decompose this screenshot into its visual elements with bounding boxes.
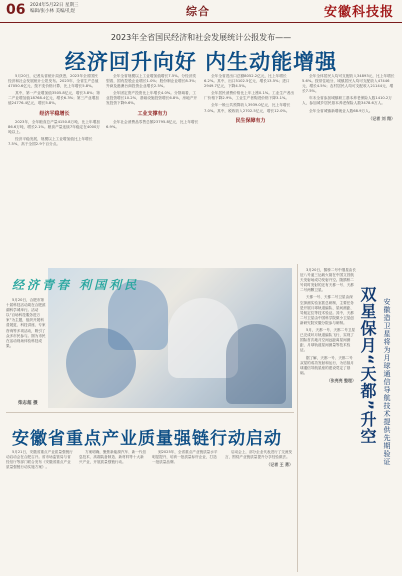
- photo-credit: 柴志超 摄: [18, 401, 38, 406]
- story-columns: [8, 74, 394, 260]
- paragraph: 其中，第一产业增加值3505.8亿元，增长3.8%；第二产业增加值18768.4亿元，增长6.3%；第三产业增加值24776.4亿元，增长5.8%。: [8, 91, 100, 106]
- byline: （张亮亮 整理）: [326, 377, 356, 383]
- paragraph: 全年社会消费品零售总额23795.8亿元，比上年增长6.9%。: [106, 119, 199, 129]
- paragraph: 5月21日，安徽省重点产业质量强链行动启动会在合肥召开。省市场监管局与省经信厅等部门联合发布《安徽省重点产业质量强链行动实施方案》。: [6, 450, 73, 470]
- date-line2: 编辑/张小林 美编/孔煜: [30, 8, 75, 14]
- story-col-1: [8, 74, 101, 260]
- section-title: 综合: [186, 5, 210, 18]
- paragraph: 5月，天都一号、天都二号卫星已完成环月轨道编队飞行，实现了国际首次地月空间远距离星间测距、月球轨道星间测量等技术验证。: [300, 328, 356, 353]
- side-headline: 双星保月“天都”升空: [358, 286, 377, 446]
- story-headline: 经济回升向好 内生动能增强: [64, 50, 338, 74]
- story2-col-2: [79, 450, 147, 568]
- story2-headline: 安徽省重点产业质量强链行动启动: [12, 429, 282, 449]
- paragraph: 全年全省进出口总额8052.2亿元，比上年增长6.2%。其中，出口5102.5亿元，增长13.5%；进口2949.7亿元，下降4.5%。: [204, 74, 290, 89]
- date-line1: 2024年5月22日 星期三: [30, 3, 79, 8]
- story2-col-3: [152, 450, 220, 568]
- paragraph: 全年固定资产投资比上年增长4.0%。分领域看，工业投资增长10.2%，基础设施投资增长6.8%，房地产开发投资下降9.6%。: [106, 91, 198, 106]
- paragraph: 据了解，天都一号、天都二号双星的成功发射和运行，为后续月球通信导航星座的建设奠定了基础。: [300, 355, 354, 375]
- photo-title: 经济青春 利国利民: [12, 278, 140, 292]
- paragraph: 年末全省参加城镇职工基本养老保险人数1410.2万人，参加城乡居民基本养老保险人数3478.6万人。: [302, 96, 392, 106]
- subheading: 工业支撑有力: [137, 110, 168, 117]
- story2-col-4: [225, 450, 293, 568]
- story-col-4: [302, 74, 395, 260]
- story-col-2: [106, 74, 199, 260]
- byline: （记者 刘 翔）: [368, 115, 395, 121]
- paragraph: 天都一号、天都二号卫星由深空探测实验室抓总研制，主要任务是开展月球轨道编队、星间测距、导航定位等技术验证。其中，天都二号卫星由中国科学院微小卫星创新研究院安徽分院参与研制。: [300, 295, 354, 325]
- paragraph: 全年全省城镇新增就业人数68.9万人。: [309, 108, 373, 113]
- paragraph: 2023年，全年粮食总产量4150.8万吨，比上年增加86.6万吨，增长2.1%。粮食产量连续7年稳定在4000万吨以上。: [8, 119, 100, 134]
- divider: [6, 412, 294, 413]
- paragraph: 全年居民消费价格比上年上涨0.1%。工业生产者出厂价格下降2.9%，工业生产者购进价格下降3.1%。: [204, 91, 295, 101]
- paragraph: 3月20日，鹊桥二号中继星由长征八号遥三运载火箭在中国文昌航天发射场成功发射升空。随鹊桥二号同时发射的还有天都一号、天都二号两颗卫星。: [300, 268, 356, 293]
- paragraph: 方案明确，聚焦新能源汽车、新一代信息技术、高端装备制造、新材料等十大新兴产业，开展质量强链行动。: [79, 450, 147, 465]
- paragraph: 到2025年，全省重点产业链质量水平明显提升，培育一批质量标杆企业，打造一批质量品牌。: [152, 450, 218, 465]
- side-story-body: [300, 268, 356, 568]
- newspaper-logo: 安徽科技报: [323, 5, 394, 20]
- paragraph: 启动会上，部分企业代表进行了交流发言，围绕产业链质量提升分享经验做法。: [225, 450, 293, 460]
- side-subheadline: 安徽造卫星将为月球通信导航技术提供先期验证: [383, 298, 391, 466]
- story2-col-1: [6, 450, 74, 568]
- date-line: [30, 3, 78, 14]
- paragraph: 5月20日，记者从省统计局获悉，2023年全省国民经济和社会发展统计公报发布。2023年，全省生产总值47050.6亿元，按不变价格计算，比上年增长5.8%。: [8, 74, 99, 89]
- subheading: 经济平稳增长: [39, 110, 70, 117]
- side-story-title: [356, 286, 396, 536]
- photo-caption: [6, 298, 46, 408]
- paragraph: 全年全省规模以上工业增加值增长7.5%。分经济类型看，国有控股企业增长1.0%；股份制企业增长8.3%；外商及港澳台商投资企业增长2.5%。: [106, 74, 199, 89]
- paragraph: 全年一般公共预算收入3939.0亿元，比上年增长7.0%。其中，税收收入2702.5亿元，增长12.0%。: [204, 103, 291, 113]
- paragraph: 全年全体居民人均可支配收入34893元，比上年增长5.6%。按常住地分，城镇居民人均可支配收入47446元，增长4.5%；农村居民人均可支配收入21144元，增长7.5%。: [302, 74, 395, 94]
- caption-text: 5月20日，合肥市第十届科技活动周在合肥滨湖科学城举行。活动以“百场科技服务进万家”为主题，组织开展科普展览、科技讲座、专家咨询等多项活动，吸引了众多市民参与。图为市民在活动现场体验科技成果。: [6, 298, 46, 348]
- story-col-3: [204, 74, 297, 260]
- byline: （记者 王 勇）: [266, 462, 293, 468]
- paragraph: 经济平稳发展，规模以上工业增加值比上年增长7.5%，高于全国2.9个百分点。: [8, 136, 93, 146]
- divider: [297, 264, 298, 572]
- story-kicker: 2023年全省国民经济和社会发展统计公报发布——: [110, 33, 292, 42]
- subheading: 民生保障有力: [235, 117, 266, 124]
- story2-columns: [6, 450, 294, 568]
- page-number: 06: [6, 2, 26, 18]
- page-header: [0, 0, 402, 23]
